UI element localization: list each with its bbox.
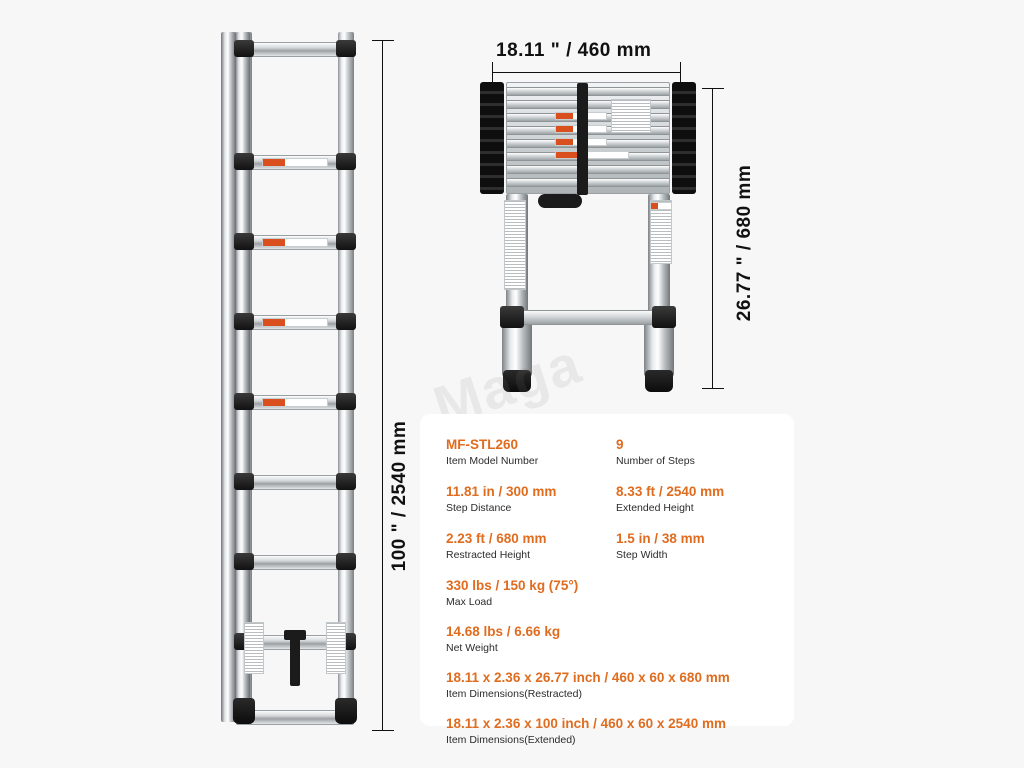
danger-label bbox=[262, 238, 328, 247]
spec-item-dimensions-retracted bbox=[446, 669, 794, 701]
retracted-rung bbox=[507, 165, 669, 174]
retracted-crossbar bbox=[500, 310, 676, 325]
rail-segment bbox=[221, 32, 236, 722]
warning-label-bar bbox=[263, 399, 285, 406]
spec-column-right bbox=[616, 436, 794, 577]
extended-ladder-illustration bbox=[222, 32, 368, 724]
spec-key: Step Distance bbox=[446, 502, 512, 514]
retracted-right-stack bbox=[672, 82, 696, 194]
spec-value: 11.81 in / 300 mm bbox=[446, 484, 557, 499]
balance-label bbox=[555, 151, 629, 159]
spec-key: Step Width bbox=[616, 549, 668, 561]
danger-label bbox=[262, 158, 328, 167]
lock-collar bbox=[336, 313, 356, 330]
extended-height-dimension-line bbox=[382, 40, 383, 730]
spec-value: 330 lbs / 150 kg (75°) bbox=[446, 578, 579, 593]
spec-value: 18.11 x 2.36 x 26.77 inch / 460 x 60 x 680 mm bbox=[446, 670, 730, 685]
retracted-width-dimension-line bbox=[492, 72, 680, 73]
spec-number-of-steps bbox=[616, 436, 794, 468]
lock-collar bbox=[336, 553, 356, 570]
lock-collar bbox=[234, 233, 254, 250]
warning-label bbox=[262, 398, 328, 407]
ladder-foot bbox=[645, 370, 673, 392]
dimension-tick bbox=[702, 388, 724, 389]
spec-value: MF-STL260 bbox=[446, 437, 519, 452]
lock-collar bbox=[500, 306, 524, 328]
warning-label-bar bbox=[263, 319, 285, 326]
lock-collar bbox=[234, 313, 254, 330]
lock-collar bbox=[234, 393, 254, 410]
retracted-height-dimension-label: 26.77 " / 680 mm bbox=[734, 164, 755, 322]
instruction-sticker bbox=[504, 200, 526, 290]
spec-restracted-height bbox=[446, 530, 616, 562]
danger-label-bar bbox=[556, 126, 573, 132]
lock-collar bbox=[336, 153, 356, 170]
ladder-foot bbox=[503, 370, 531, 392]
instruction-sticker bbox=[326, 622, 346, 674]
specification-card bbox=[420, 414, 794, 746]
ladder-right-rail bbox=[338, 32, 354, 724]
warning-label-bar bbox=[556, 139, 573, 145]
retracted-left-stack bbox=[480, 82, 504, 194]
spec-key: Extended Height bbox=[616, 502, 694, 514]
danger-label-bar bbox=[263, 239, 285, 246]
spec-key: Item Model Number bbox=[446, 455, 539, 467]
spec-full-width-list bbox=[420, 577, 794, 747]
danger-label-bar bbox=[263, 159, 285, 166]
spec-value: 8.33 ft / 2540 mm bbox=[616, 484, 725, 499]
lock-collar bbox=[336, 393, 356, 410]
retracted-body bbox=[506, 82, 670, 194]
carry-strap bbox=[577, 83, 588, 195]
retracted-rung bbox=[507, 87, 669, 96]
warning-label bbox=[262, 318, 328, 327]
spec-value: 1.5 in / 38 mm bbox=[616, 531, 705, 546]
lock-collar bbox=[234, 40, 254, 57]
dimension-tick bbox=[680, 62, 681, 84]
spec-columns bbox=[420, 414, 794, 577]
spec-value: 9 bbox=[616, 437, 624, 452]
spec-net-weight bbox=[446, 623, 794, 655]
instruction-sticker bbox=[244, 622, 264, 674]
spec-value: 14.68 lbs / 6.66 kg bbox=[446, 624, 561, 639]
ladder-foot bbox=[335, 698, 357, 724]
retracted-height-dimension-line bbox=[712, 88, 713, 388]
spec-item-dimensions-extended bbox=[446, 715, 794, 747]
dimension-tick bbox=[372, 730, 394, 731]
danger-label bbox=[650, 202, 672, 210]
spec-column-left bbox=[446, 436, 616, 577]
carry-handle bbox=[538, 194, 582, 208]
lock-collar bbox=[234, 473, 254, 490]
danger-label-bar bbox=[651, 203, 658, 209]
lock-collar bbox=[336, 40, 356, 57]
spec-extended-height bbox=[616, 483, 794, 515]
dimension-tick bbox=[492, 62, 493, 84]
instruction-sticker bbox=[611, 99, 651, 133]
spec-step-distance bbox=[446, 483, 616, 515]
lock-collar bbox=[234, 553, 254, 570]
lock-collar bbox=[336, 473, 356, 490]
lock-collar bbox=[234, 153, 254, 170]
retracted-rung bbox=[507, 178, 669, 187]
rail-segment bbox=[235, 32, 250, 722]
extended-height-dimension-label: 100 " / 2540 mm bbox=[389, 420, 410, 572]
spec-key: Number of Steps bbox=[616, 455, 695, 467]
retracted-ladder-illustration bbox=[480, 82, 696, 392]
spec-item-model-number bbox=[446, 436, 616, 468]
lock-collar bbox=[336, 233, 356, 250]
retracted-width-dimension-label: 18.11 " / 460 mm bbox=[496, 40, 652, 61]
dimension-tick bbox=[372, 40, 394, 41]
spec-value: 18.11 x 2.36 x 100 inch / 460 x 60 x 2540 mm bbox=[446, 716, 726, 731]
spec-key: Item Dimensions(Restracted) bbox=[446, 688, 582, 700]
spec-step-width bbox=[616, 530, 794, 562]
carry-strap bbox=[290, 638, 300, 686]
dimension-tick bbox=[702, 88, 724, 89]
spec-max-load bbox=[446, 577, 794, 609]
spec-key: Net Weight bbox=[446, 642, 498, 654]
spec-key: Max Load bbox=[446, 596, 493, 608]
danger-label-bar bbox=[556, 113, 573, 119]
spec-value: 2.23 ft / 680 mm bbox=[446, 531, 547, 546]
spec-key: Item Dimensions(Extended) bbox=[446, 734, 576, 746]
ladder-foot bbox=[233, 698, 255, 724]
spec-key: Restracted Height bbox=[446, 549, 531, 561]
lock-collar bbox=[652, 306, 676, 328]
